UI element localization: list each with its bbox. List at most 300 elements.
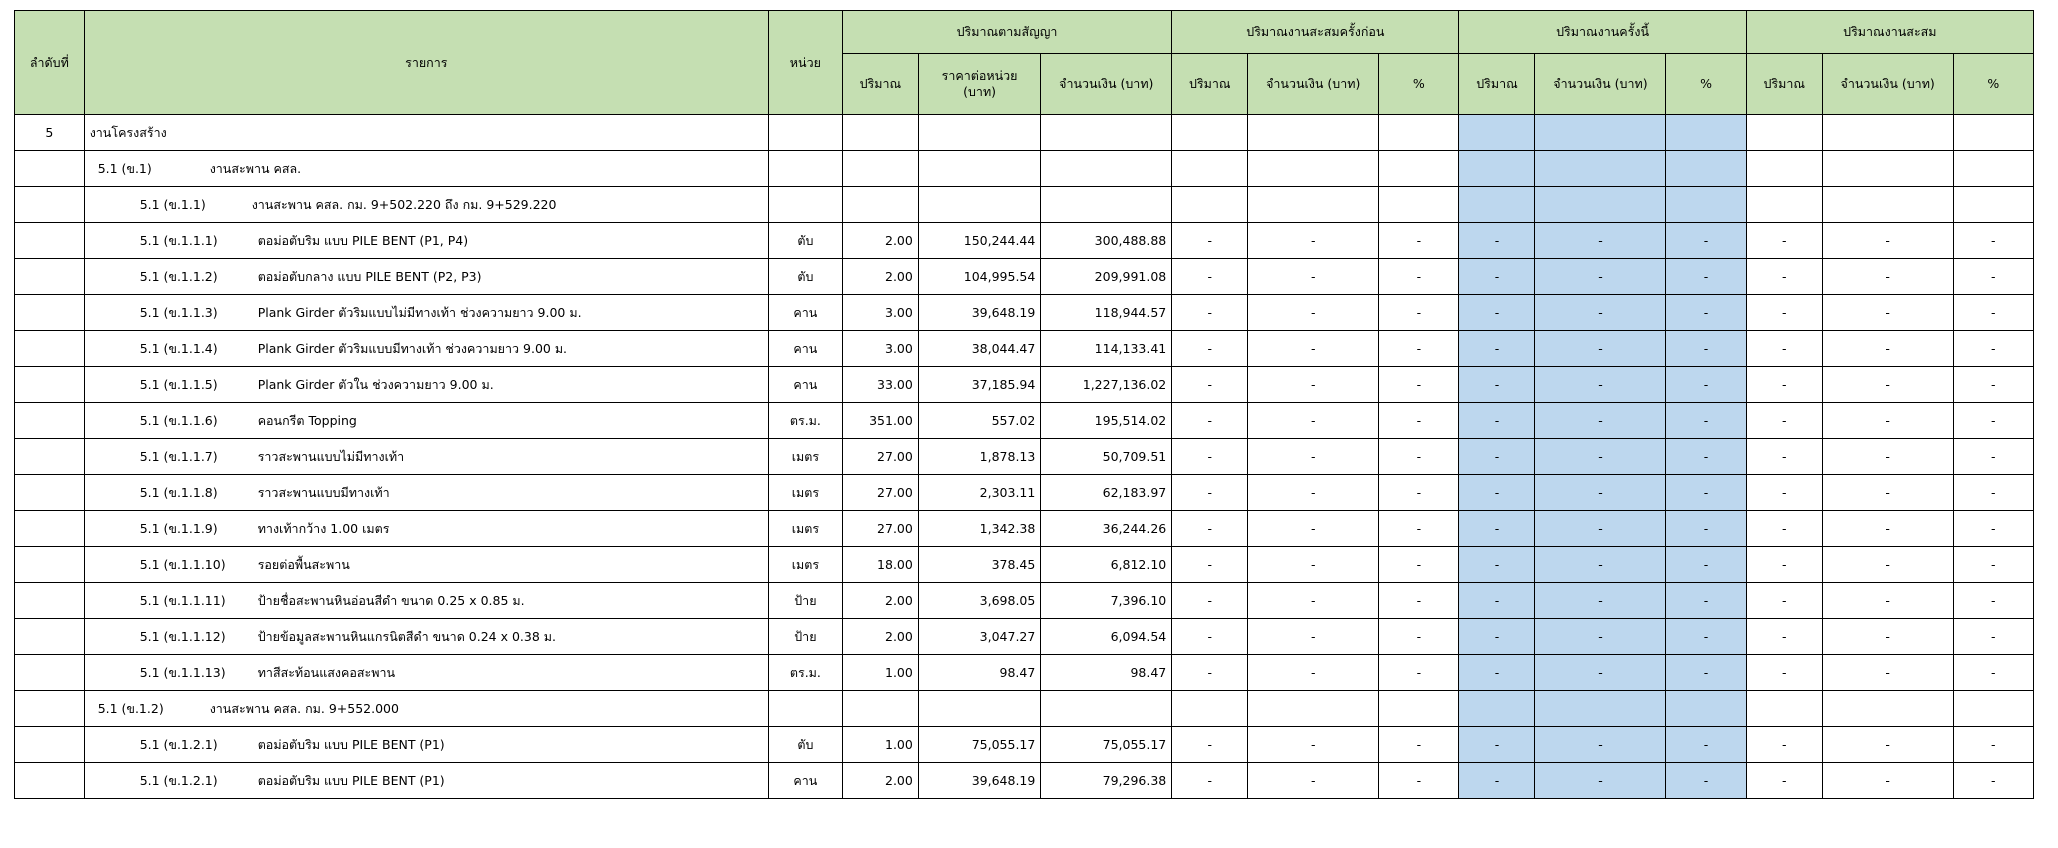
cell-current-percent[interactable]: - [1666,763,1746,799]
cell-contract-amount[interactable] [1041,151,1172,187]
cell-accumulated-amount[interactable]: - [1822,259,1953,295]
cell-unit[interactable] [768,115,842,151]
cell-seq[interactable] [15,259,85,295]
table-row[interactable] [15,115,2034,151]
cell-unit[interactable]: ป้าย [768,583,842,619]
cell-seq[interactable] [15,295,85,331]
cell-accumulated-qty[interactable] [1746,115,1822,151]
cell-contract-unit-price[interactable]: 3,047.27 [918,619,1040,655]
cell-contract-amount[interactable]: 98.47 [1041,655,1172,691]
cell-previous-amount[interactable]: - [1248,727,1379,763]
cell-previous-amount[interactable]: - [1248,763,1379,799]
cell-seq[interactable] [15,763,85,799]
cell-contract-unit-price[interactable]: 1,342.38 [918,511,1040,547]
cell-current-qty[interactable]: - [1459,547,1535,583]
cell-unit[interactable]: เมตร [768,547,842,583]
cell-accumulated-percent[interactable]: - [1953,259,2033,295]
cell-seq[interactable] [15,367,85,403]
cell-current-percent[interactable]: - [1666,367,1746,403]
cell-accumulated-percent[interactable]: - [1953,727,2033,763]
cell-previous-amount[interactable]: - [1248,295,1379,331]
table-row[interactable] [15,439,2034,475]
cell-contract-unit-price[interactable]: 1,878.13 [918,439,1040,475]
cell-current-amount[interactable]: - [1535,475,1666,511]
cell-current-qty[interactable]: - [1459,655,1535,691]
cell-contract-amount[interactable] [1041,115,1172,151]
cell-contract-unit-price[interactable]: 39,648.19 [918,295,1040,331]
cell-current-qty[interactable]: - [1459,439,1535,475]
cell-accumulated-amount[interactable] [1822,151,1953,187]
cell-accumulated-amount[interactable]: - [1822,727,1953,763]
cell-description[interactable] [84,439,768,475]
cell-current-amount[interactable] [1535,691,1666,727]
table-row[interactable] [15,475,2034,511]
cell-accumulated-qty[interactable] [1746,151,1822,187]
cell-current-qty[interactable]: - [1459,223,1535,259]
cell-contract-unit-price[interactable]: 38,044.47 [918,331,1040,367]
cell-description[interactable] [84,691,768,727]
cell-previous-percent[interactable]: - [1379,475,1459,511]
cell-accumulated-qty[interactable]: - [1746,367,1822,403]
cell-description[interactable] [84,511,768,547]
cell-contract-amount[interactable]: 300,488.88 [1041,223,1172,259]
cell-contract-unit-price[interactable]: 378.45 [918,547,1040,583]
cell-accumulated-qty[interactable]: - [1746,331,1822,367]
cell-contract-qty[interactable] [842,151,918,187]
cell-accumulated-percent[interactable]: - [1953,331,2033,367]
cell-previous-percent[interactable]: - [1379,403,1459,439]
cell-previous-amount[interactable] [1248,691,1379,727]
cell-previous-percent[interactable]: - [1379,547,1459,583]
cell-current-percent[interactable]: - [1666,547,1746,583]
cell-previous-amount[interactable]: - [1248,511,1379,547]
cell-accumulated-amount[interactable]: - [1822,583,1953,619]
cell-accumulated-qty[interactable]: - [1746,403,1822,439]
cell-previous-qty[interactable] [1172,691,1248,727]
table-row[interactable] [15,727,2034,763]
cell-contract-unit-price[interactable]: 150,244.44 [918,223,1040,259]
cell-previous-amount[interactable]: - [1248,619,1379,655]
cell-seq[interactable] [15,151,85,187]
cell-contract-unit-price[interactable]: 39,648.19 [918,763,1040,799]
cell-unit[interactable] [768,187,842,223]
cell-previous-amount[interactable]: - [1248,223,1379,259]
cell-seq[interactable] [15,547,85,583]
cell-contract-unit-price[interactable] [918,691,1040,727]
cell-accumulated-amount[interactable] [1822,691,1953,727]
cell-accumulated-percent[interactable]: - [1953,223,2033,259]
table-row[interactable] [15,151,2034,187]
cell-accumulated-percent[interactable]: - [1953,403,2033,439]
cell-previous-qty[interactable] [1172,151,1248,187]
table-row[interactable] [15,259,2034,295]
cell-accumulated-qty[interactable]: - [1746,763,1822,799]
cell-accumulated-amount[interactable]: - [1822,223,1953,259]
cell-contract-unit-price[interactable]: 98.47 [918,655,1040,691]
cell-current-amount[interactable]: - [1535,223,1666,259]
cell-previous-qty[interactable]: - [1172,403,1248,439]
cell-previous-qty[interactable]: - [1172,223,1248,259]
cell-accumulated-amount[interactable]: - [1822,655,1953,691]
cell-current-amount[interactable]: - [1535,259,1666,295]
cell-previous-amount[interactable]: - [1248,259,1379,295]
cell-contract-amount[interactable] [1041,187,1172,223]
cell-accumulated-percent[interactable] [1953,691,2033,727]
cell-contract-qty[interactable]: 1.00 [842,727,918,763]
cell-contract-amount[interactable] [1041,691,1172,727]
cell-current-qty[interactable] [1459,151,1535,187]
cell-accumulated-qty[interactable]: - [1746,511,1822,547]
cell-description[interactable] [84,655,768,691]
cell-current-qty[interactable]: - [1459,763,1535,799]
cell-accumulated-qty[interactable] [1746,691,1822,727]
cell-current-qty[interactable]: - [1459,367,1535,403]
cell-accumulated-percent[interactable]: - [1953,547,2033,583]
cell-previous-amount[interactable]: - [1248,655,1379,691]
cell-previous-amount[interactable]: - [1248,367,1379,403]
cell-current-amount[interactable]: - [1535,727,1666,763]
cell-description[interactable] [84,331,768,367]
cell-previous-percent[interactable]: - [1379,763,1459,799]
cell-previous-percent[interactable]: - [1379,295,1459,331]
cell-accumulated-amount[interactable] [1822,187,1953,223]
table-row[interactable] [15,619,2034,655]
cell-previous-qty[interactable]: - [1172,511,1248,547]
cell-previous-percent[interactable] [1379,187,1459,223]
cell-accumulated-qty[interactable]: - [1746,439,1822,475]
cell-seq[interactable] [15,619,85,655]
table-row[interactable] [15,763,2034,799]
cell-contract-qty[interactable] [842,115,918,151]
cell-accumulated-qty[interactable] [1746,187,1822,223]
cell-current-amount[interactable]: - [1535,511,1666,547]
cell-description[interactable] [84,583,768,619]
cell-seq[interactable] [15,583,85,619]
cell-previous-amount[interactable]: - [1248,583,1379,619]
cell-description[interactable] [84,115,768,151]
cell-unit[interactable]: เมตร [768,511,842,547]
cell-previous-percent[interactable]: - [1379,439,1459,475]
cell-previous-amount[interactable] [1248,187,1379,223]
cell-current-percent[interactable]: - [1666,727,1746,763]
cell-contract-amount[interactable]: 6,812.10 [1041,547,1172,583]
cell-accumulated-qty[interactable]: - [1746,223,1822,259]
cell-unit[interactable]: ป้าย [768,619,842,655]
cell-contract-unit-price[interactable]: 3,698.05 [918,583,1040,619]
cell-unit[interactable]: คาน [768,331,842,367]
cell-current-percent[interactable]: - [1666,295,1746,331]
cell-current-qty[interactable]: - [1459,727,1535,763]
cell-previous-qty[interactable]: - [1172,367,1248,403]
cell-description[interactable] [84,187,768,223]
cell-current-qty[interactable] [1459,115,1535,151]
cell-description[interactable] [84,223,768,259]
cell-previous-amount[interactable]: - [1248,331,1379,367]
cell-previous-qty[interactable]: - [1172,439,1248,475]
cell-previous-qty[interactable] [1172,115,1248,151]
cell-previous-percent[interactable]: - [1379,367,1459,403]
cell-contract-qty[interactable]: 2.00 [842,583,918,619]
cell-current-qty[interactable]: - [1459,331,1535,367]
cell-accumulated-amount[interactable]: - [1822,475,1953,511]
cell-accumulated-amount[interactable]: - [1822,511,1953,547]
cell-current-percent[interactable]: - [1666,331,1746,367]
cell-previous-percent[interactable] [1379,115,1459,151]
cell-accumulated-percent[interactable]: - [1953,475,2033,511]
cell-current-percent[interactable]: - [1666,259,1746,295]
cell-current-percent[interactable] [1666,187,1746,223]
cell-unit[interactable]: ตับ [768,727,842,763]
cell-contract-qty[interactable]: 18.00 [842,547,918,583]
cell-unit[interactable] [768,151,842,187]
cell-current-amount[interactable]: - [1535,619,1666,655]
cell-unit[interactable]: ตับ [768,223,842,259]
cell-accumulated-percent[interactable]: - [1953,295,2033,331]
cell-current-percent[interactable]: - [1666,655,1746,691]
cell-accumulated-amount[interactable]: - [1822,547,1953,583]
cell-current-amount[interactable]: - [1535,547,1666,583]
cell-description[interactable] [84,403,768,439]
cell-unit[interactable]: ตร.ม. [768,655,842,691]
cell-description[interactable] [84,763,768,799]
cell-unit[interactable] [768,691,842,727]
cell-current-amount[interactable]: - [1535,655,1666,691]
cell-accumulated-amount[interactable]: - [1822,763,1953,799]
cell-seq[interactable] [15,511,85,547]
cell-accumulated-amount[interactable]: - [1822,439,1953,475]
cell-accumulated-amount[interactable]: - [1822,619,1953,655]
cell-contract-qty[interactable]: 27.00 [842,511,918,547]
cell-contract-qty[interactable]: 1.00 [842,655,918,691]
cell-accumulated-qty[interactable]: - [1746,295,1822,331]
cell-previous-amount[interactable]: - [1248,475,1379,511]
cell-contract-qty[interactable]: 3.00 [842,295,918,331]
table-row[interactable] [15,547,2034,583]
cell-seq[interactable] [15,727,85,763]
cell-current-amount[interactable]: - [1535,439,1666,475]
cell-seq[interactable] [15,475,85,511]
cell-accumulated-qty[interactable]: - [1746,727,1822,763]
cell-current-qty[interactable]: - [1459,619,1535,655]
cell-current-percent[interactable] [1666,691,1746,727]
cell-previous-qty[interactable]: - [1172,763,1248,799]
cell-contract-unit-price[interactable] [918,115,1040,151]
table-row[interactable] [15,295,2034,331]
cell-description[interactable] [84,727,768,763]
cell-accumulated-amount[interactable]: - [1822,403,1953,439]
cell-current-amount[interactable] [1535,151,1666,187]
cell-accumulated-qty[interactable]: - [1746,583,1822,619]
cell-accumulated-percent[interactable] [1953,187,2033,223]
cell-previous-amount[interactable]: - [1248,403,1379,439]
cell-previous-qty[interactable]: - [1172,475,1248,511]
cell-current-amount[interactable]: - [1535,367,1666,403]
cell-contract-qty[interactable]: 27.00 [842,439,918,475]
cell-accumulated-amount[interactable]: - [1822,295,1953,331]
cell-contract-amount[interactable]: 114,133.41 [1041,331,1172,367]
table-row[interactable] [15,223,2034,259]
cell-accumulated-percent[interactable]: - [1953,763,2033,799]
cell-contract-qty[interactable]: 3.00 [842,331,918,367]
cell-contract-unit-price[interactable] [918,151,1040,187]
cell-unit[interactable]: เมตร [768,475,842,511]
cell-contract-qty[interactable]: 2.00 [842,763,918,799]
cell-previous-qty[interactable]: - [1172,547,1248,583]
cell-current-percent[interactable]: - [1666,583,1746,619]
cell-seq[interactable] [15,223,85,259]
cell-current-percent[interactable]: - [1666,403,1746,439]
cell-description[interactable] [84,619,768,655]
cell-seq[interactable] [15,655,85,691]
cell-contract-amount[interactable]: 50,709.51 [1041,439,1172,475]
cell-current-qty[interactable]: - [1459,475,1535,511]
cell-previous-amount[interactable] [1248,151,1379,187]
cell-accumulated-qty[interactable]: - [1746,547,1822,583]
cell-unit[interactable]: คาน [768,367,842,403]
cell-previous-percent[interactable]: - [1379,259,1459,295]
cell-seq[interactable] [15,187,85,223]
cell-accumulated-percent[interactable]: - [1953,367,2033,403]
table-row[interactable] [15,655,2034,691]
cell-seq[interactable] [15,331,85,367]
cell-contract-amount[interactable]: 118,944.57 [1041,295,1172,331]
cell-current-percent[interactable]: - [1666,475,1746,511]
cell-description[interactable] [84,367,768,403]
cell-seq[interactable] [15,439,85,475]
cell-unit[interactable]: ตร.ม. [768,403,842,439]
cell-seq[interactable] [15,691,85,727]
cell-description[interactable] [84,151,768,187]
cell-current-qty[interactable] [1459,691,1535,727]
cell-previous-qty[interactable]: - [1172,295,1248,331]
cell-accumulated-qty[interactable]: - [1746,619,1822,655]
cell-current-percent[interactable]: - [1666,439,1746,475]
cell-previous-percent[interactable]: - [1379,727,1459,763]
cell-contract-unit-price[interactable]: 557.02 [918,403,1040,439]
cell-current-qty[interactable]: - [1459,259,1535,295]
cell-current-amount[interactable]: - [1535,763,1666,799]
cell-accumulated-qty[interactable]: - [1746,655,1822,691]
cell-previous-amount[interactable]: - [1248,439,1379,475]
cell-contract-qty[interactable]: 351.00 [842,403,918,439]
cell-previous-amount[interactable]: - [1248,547,1379,583]
cell-previous-percent[interactable]: - [1379,655,1459,691]
cell-accumulated-percent[interactable]: - [1953,655,2033,691]
cell-previous-qty[interactable]: - [1172,331,1248,367]
cell-contract-unit-price[interactable]: 104,995.54 [918,259,1040,295]
cell-accumulated-qty[interactable]: - [1746,259,1822,295]
cell-contract-amount[interactable]: 62,183.97 [1041,475,1172,511]
cell-contract-qty[interactable] [842,187,918,223]
cell-accumulated-percent[interactable] [1953,115,2033,151]
cell-contract-qty[interactable]: 27.00 [842,475,918,511]
cell-previous-percent[interactable]: - [1379,619,1459,655]
cell-current-qty[interactable]: - [1459,583,1535,619]
cell-current-qty[interactable]: - [1459,295,1535,331]
table-row[interactable] [15,403,2034,439]
table-row[interactable] [15,691,2034,727]
cell-unit[interactable]: คาน [768,295,842,331]
cell-previous-amount[interactable] [1248,115,1379,151]
cell-accumulated-percent[interactable]: - [1953,439,2033,475]
cell-contract-unit-price[interactable]: 75,055.17 [918,727,1040,763]
cell-contract-amount[interactable]: 7,396.10 [1041,583,1172,619]
cell-previous-qty[interactable]: - [1172,259,1248,295]
cell-contract-qty[interactable]: 2.00 [842,619,918,655]
cell-current-qty[interactable]: - [1459,511,1535,547]
cell-contract-amount[interactable]: 36,244.26 [1041,511,1172,547]
cell-unit[interactable]: ตับ [768,259,842,295]
cell-contract-qty[interactable]: 2.00 [842,259,918,295]
cell-accumulated-amount[interactable]: - [1822,367,1953,403]
table-row[interactable] [15,331,2034,367]
cell-current-percent[interactable]: - [1666,511,1746,547]
cell-current-amount[interactable]: - [1535,331,1666,367]
cell-previous-qty[interactable] [1172,187,1248,223]
cell-contract-amount[interactable]: 209,991.08 [1041,259,1172,295]
cell-previous-percent[interactable] [1379,151,1459,187]
cell-description[interactable] [84,295,768,331]
cell-current-percent[interactable] [1666,151,1746,187]
cell-unit[interactable]: คาน [768,763,842,799]
table-row[interactable] [15,511,2034,547]
cell-contract-unit-price[interactable]: 2,303.11 [918,475,1040,511]
cell-accumulated-amount[interactable]: - [1822,331,1953,367]
cell-contract-unit-price[interactable]: 37,185.94 [918,367,1040,403]
cell-previous-percent[interactable]: - [1379,511,1459,547]
cell-previous-percent[interactable] [1379,691,1459,727]
cell-current-percent[interactable]: - [1666,619,1746,655]
cell-accumulated-percent[interactable]: - [1953,511,2033,547]
cell-seq[interactable]: 5 [15,115,85,151]
cell-accumulated-amount[interactable] [1822,115,1953,151]
cell-previous-percent[interactable]: - [1379,331,1459,367]
cell-description[interactable] [84,475,768,511]
cell-unit[interactable]: เมตร [768,439,842,475]
table-row[interactable] [15,583,2034,619]
cell-current-percent[interactable] [1666,115,1746,151]
cell-current-qty[interactable] [1459,187,1535,223]
cell-previous-percent[interactable]: - [1379,583,1459,619]
cell-contract-amount[interactable]: 6,094.54 [1041,619,1172,655]
cell-contract-qty[interactable]: 2.00 [842,223,918,259]
cell-contract-qty[interactable]: 33.00 [842,367,918,403]
cell-accumulated-percent[interactable]: - [1953,583,2033,619]
cell-previous-qty[interactable]: - [1172,727,1248,763]
cell-current-amount[interactable]: - [1535,403,1666,439]
cell-accumulated-percent[interactable]: - [1953,619,2033,655]
cell-previous-qty[interactable]: - [1172,583,1248,619]
cell-seq[interactable] [15,403,85,439]
cell-previous-qty[interactable]: - [1172,655,1248,691]
cell-current-qty[interactable]: - [1459,403,1535,439]
cell-current-amount[interactable] [1535,187,1666,223]
cell-current-amount[interactable]: - [1535,583,1666,619]
cell-description[interactable] [84,547,768,583]
cell-contract-amount[interactable]: 75,055.17 [1041,727,1172,763]
cell-accumulated-percent[interactable] [1953,151,2033,187]
cell-previous-percent[interactable]: - [1379,223,1459,259]
table-row[interactable] [15,187,2034,223]
cell-contract-qty[interactable] [842,691,918,727]
cell-contract-amount[interactable]: 1,227,136.02 [1041,367,1172,403]
cell-contract-unit-price[interactable] [918,187,1040,223]
cell-current-percent[interactable]: - [1666,223,1746,259]
cell-current-amount[interactable]: - [1535,295,1666,331]
table-row[interactable] [15,367,2034,403]
cell-description[interactable] [84,259,768,295]
cell-contract-amount[interactable]: 79,296.38 [1041,763,1172,799]
